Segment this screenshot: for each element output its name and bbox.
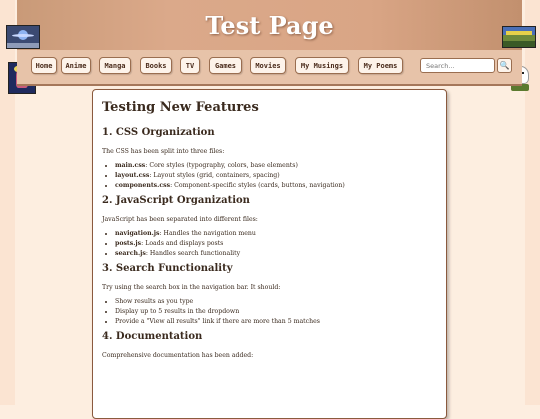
section-heading: 4. Documentation	[102, 331, 203, 342]
nav-books-button[interactable]: Books	[140, 57, 172, 74]
nav-games-button[interactable]: Games	[209, 57, 242, 74]
file-desc: : Loads and displays posts	[141, 240, 224, 247]
file-desc: : Component-specific styles (cards, buttons, navigation)	[170, 182, 345, 189]
section-list	[102, 230, 436, 257]
section-intro: The CSS has been split into three files:	[102, 148, 225, 155]
left-margin-strip	[0, 0, 15, 405]
file-name: components.css	[115, 182, 171, 189]
planet-badge-icon	[6, 25, 40, 49]
nav-movies-button[interactable]: Movies	[250, 57, 286, 74]
section-heading: 3. Search Functionality	[102, 263, 233, 274]
search-input[interactable]	[420, 58, 495, 73]
section-heading: 2. JavaScript Organization	[102, 195, 250, 206]
site-header	[17, 0, 522, 52]
list-item	[115, 172, 436, 179]
list-item: • Show results as you type	[115, 298, 436, 305]
file-desc: : Layout styles (grid, containers, spacing)	[149, 172, 280, 179]
nav-my-musings-button[interactable]: My Musings	[295, 57, 349, 74]
list-item	[115, 182, 436, 189]
article-title: Testing New Features	[102, 100, 259, 115]
list-item: • Provide a "View all results" link if there are more than 5 matches	[115, 318, 436, 325]
nav-anime-button[interactable]: Anime	[61, 57, 91, 74]
list-item: • Display up to 5 results in the dropdown	[115, 308, 436, 315]
nav-tv-button[interactable]: TV	[180, 57, 200, 74]
list-item	[115, 250, 436, 257]
file-name: search.js	[115, 250, 146, 257]
right-margin-strip	[525, 0, 540, 405]
section-intro: JavaScript has been separated into different files:	[102, 216, 258, 223]
game-badge-icon	[502, 26, 536, 48]
search-button[interactable]: 🔍	[497, 58, 512, 73]
file-name: posts.js	[115, 240, 142, 247]
file-name: navigation.js	[115, 230, 160, 237]
nav-my-poems-button[interactable]: My Poems	[358, 57, 403, 74]
file-name: layout.css	[115, 172, 150, 179]
file-desc: : Handles search functionality	[145, 250, 241, 257]
list-item	[115, 230, 436, 237]
file-name: main.css	[115, 162, 146, 169]
main-navigation	[17, 50, 522, 86]
section-list	[102, 298, 436, 325]
file-desc: : Handles the navigation menu	[159, 230, 256, 237]
article-card	[92, 89, 447, 419]
section-list	[102, 162, 436, 189]
file-desc: : Core styles (typography, colors, base elements)	[145, 162, 298, 169]
list-item	[115, 162, 436, 169]
section-heading: 1. CSS Organization	[102, 127, 215, 138]
site-title: Test Page	[205, 10, 334, 40]
list-item	[115, 240, 436, 247]
nav-home-button[interactable]: Home	[31, 57, 57, 74]
section-intro: Try using the search box in the navigation bar. It should:	[102, 284, 281, 291]
section-intro: Comprehensive documentation has been added:	[102, 352, 254, 359]
nav-manga-button[interactable]: Manga	[99, 57, 131, 74]
